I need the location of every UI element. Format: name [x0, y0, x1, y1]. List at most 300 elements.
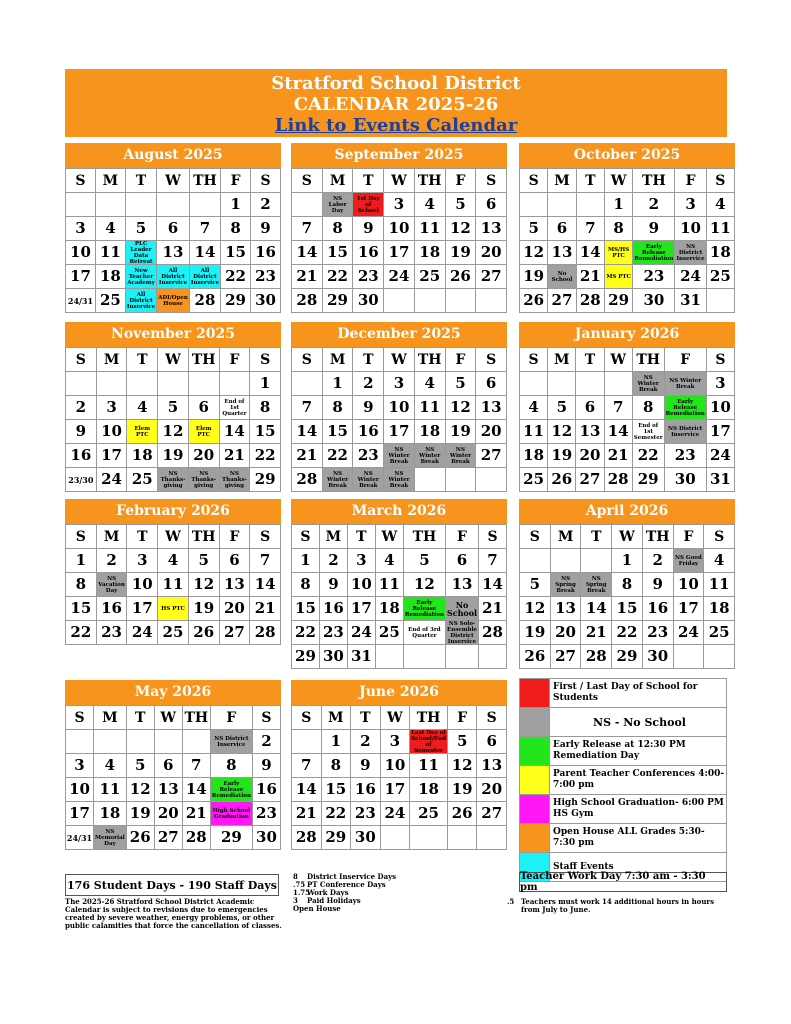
day-cell[interactable]: 30 [251, 289, 281, 313]
day-cell[interactable]: 17 [66, 802, 94, 826]
day-cell[interactable]: 6 [476, 193, 507, 217]
day-cell[interactable]: 15 [250, 420, 281, 444]
day-cell[interactable]: 21 [479, 597, 507, 621]
day-cell[interactable]: 13 [476, 396, 507, 420]
day-cell[interactable]: 22 [221, 265, 251, 289]
event-day-cell[interactable]: New Teacher Academy [126, 265, 157, 289]
day-cell[interactable]: 14 [605, 420, 633, 444]
day-cell[interactable]: 21 [250, 597, 281, 621]
day-cell[interactable]: 24 [707, 444, 735, 468]
day-cell[interactable]: 9 [353, 396, 384, 420]
day-cell[interactable]: 3 [381, 730, 411, 754]
day-cell[interactable]: 22 [66, 621, 97, 645]
day-cell[interactable]: 30 [351, 826, 381, 850]
day-cell[interactable]: End of 1st Quarter [220, 396, 251, 420]
day-cell[interactable]: 4 [415, 193, 446, 217]
day-cell[interactable]: 14 [250, 573, 281, 597]
day-cell[interactable]: 18 [96, 265, 126, 289]
day-cell[interactable]: 12 [446, 396, 477, 420]
day-cell[interactable]: 29 [633, 468, 665, 492]
day-cell[interactable]: 18 [520, 444, 548, 468]
day-cell[interactable]: 3 [127, 549, 158, 573]
event-day-cell[interactable]: NS Winter Break [384, 444, 415, 468]
day-cell[interactable]: 31 [675, 289, 706, 313]
day-cell[interactable]: 17 [348, 597, 376, 621]
day-cell[interactable]: 17 [384, 420, 415, 444]
day-cell[interactable]: 18 [127, 444, 158, 468]
day-cell[interactable]: 3 [384, 372, 415, 396]
day-cell[interactable]: 7 [577, 217, 605, 241]
day-cell[interactable]: 23 [665, 444, 707, 468]
day-cell[interactable]: 3 [675, 193, 706, 217]
event-day-cell[interactable]: NS Winter Break [323, 468, 354, 492]
day-cell[interactable]: 1 [250, 372, 281, 396]
day-cell[interactable]: 23 [351, 802, 381, 826]
day-cell[interactable]: 1 [292, 549, 320, 573]
day-cell[interactable]: 11 [410, 754, 448, 778]
day-cell[interactable]: 12 [448, 754, 478, 778]
event-day-cell[interactable]: Early Release Remediation [404, 597, 446, 621]
day-cell[interactable]: 8 [612, 573, 643, 597]
day-cell[interactable]: 7 [292, 217, 323, 241]
day-cell[interactable]: 22 [292, 621, 320, 645]
event-day-cell[interactable]: NS Thanks-giving [220, 468, 251, 492]
day-cell[interactable]: 6 [446, 549, 479, 573]
day-cell[interactable]: 3 [348, 549, 376, 573]
day-cell[interactable]: 19 [446, 241, 477, 265]
day-cell[interactable]: 17 [127, 597, 158, 621]
day-cell[interactable]: 10 [707, 396, 735, 420]
day-cell[interactable]: 4 [704, 549, 735, 573]
day-cell[interactable]: 12 [158, 420, 189, 444]
event-day-cell[interactable]: NS Winter Break [353, 468, 384, 492]
day-cell[interactable]: 15 [612, 597, 643, 621]
day-cell[interactable]: 3 [384, 193, 415, 217]
event-day-cell[interactable]: NS Spring Break [551, 573, 582, 597]
day-cell[interactable]: 15 [221, 241, 251, 265]
day-cell[interactable]: 23/30 [66, 468, 97, 492]
day-cell[interactable]: 7 [292, 396, 323, 420]
day-cell[interactable]: 2 [251, 193, 281, 217]
day-cell[interactable]: 12 [404, 573, 446, 597]
day-cell[interactable]: 28 [479, 621, 507, 645]
day-cell[interactable]: 4 [707, 193, 735, 217]
day-cell[interactable]: 28 [190, 289, 221, 313]
day-cell[interactable]: 28 [605, 468, 633, 492]
day-cell[interactable]: End of 1st Semester [633, 420, 665, 444]
day-cell[interactable]: 15 [322, 778, 352, 802]
day-cell[interactable]: 11 [415, 217, 446, 241]
day-cell[interactable]: 27 [477, 802, 507, 826]
day-cell[interactable]: 27 [576, 468, 604, 492]
day-cell[interactable]: 10 [66, 778, 94, 802]
day-cell[interactable]: 26 [520, 289, 548, 313]
day-cell[interactable]: 16 [253, 778, 281, 802]
event-day-cell[interactable]: All District Inservice [190, 265, 221, 289]
day-cell[interactable]: End of 3rd Quarter [404, 621, 446, 645]
day-cell[interactable]: 16 [66, 444, 97, 468]
day-cell[interactable]: 30 [665, 468, 707, 492]
day-cell[interactable]: 22 [250, 444, 281, 468]
day-cell[interactable]: 4 [158, 549, 189, 573]
day-cell[interactable]: 20 [220, 597, 251, 621]
day-cell[interactable]: 11 [704, 573, 735, 597]
event-day-cell[interactable]: NS Winter Break [633, 372, 665, 396]
day-cell[interactable]: 2 [353, 372, 384, 396]
day-cell[interactable]: 25 [127, 468, 158, 492]
day-cell[interactable]: 28 [577, 289, 605, 313]
day-cell[interactable]: 25 [520, 468, 548, 492]
day-cell[interactable]: 1 [322, 730, 352, 754]
day-cell[interactable]: 31 [707, 468, 735, 492]
day-cell[interactable]: 23 [320, 621, 348, 645]
day-cell[interactable]: 13 [551, 597, 582, 621]
day-cell[interactable]: 6 [477, 730, 507, 754]
day-cell[interactable]: 14 [292, 778, 322, 802]
event-day-cell[interactable]: Elem PTC [189, 420, 220, 444]
day-cell[interactable]: 3 [97, 396, 128, 420]
day-cell[interactable]: 24 [127, 621, 158, 645]
day-cell[interactable]: 21 [183, 802, 211, 826]
day-cell[interactable]: 7 [190, 217, 221, 241]
day-cell[interactable]: 30 [633, 289, 675, 313]
day-cell[interactable]: 2 [97, 549, 128, 573]
day-cell[interactable]: 25 [96, 289, 126, 313]
day-cell[interactable]: 2 [643, 549, 674, 573]
event-day-cell[interactable]: NS Winter Break [384, 468, 415, 492]
day-cell[interactable]: 8 [292, 573, 320, 597]
day-cell[interactable]: 27 [220, 621, 251, 645]
day-cell[interactable]: 11 [520, 420, 548, 444]
day-cell[interactable]: 22 [323, 265, 354, 289]
day-cell[interactable]: 10 [384, 396, 415, 420]
day-cell[interactable]: 14 [190, 241, 221, 265]
day-cell[interactable]: 6 [189, 396, 220, 420]
day-cell[interactable]: 28 [581, 645, 612, 669]
day-cell[interactable]: 7 [605, 396, 633, 420]
day-cell[interactable]: 4 [96, 217, 126, 241]
event-day-cell[interactable]: NS Winter Break [415, 444, 446, 468]
day-cell[interactable]: 10 [674, 573, 705, 597]
day-cell[interactable]: 11 [376, 573, 404, 597]
day-cell[interactable]: 16 [320, 597, 348, 621]
event-day-cell[interactable]: NS Good Friday [674, 549, 705, 573]
event-day-cell[interactable]: ADI/Open House [157, 289, 190, 313]
day-cell[interactable]: 9 [251, 217, 281, 241]
day-cell[interactable]: 5 [446, 372, 477, 396]
day-cell[interactable]: 29 [211, 826, 253, 850]
event-day-cell[interactable]: NS District Inservice [675, 241, 706, 265]
day-cell[interactable]: 27 [476, 265, 507, 289]
day-cell[interactable]: 16 [353, 420, 384, 444]
day-cell[interactable]: 2 [66, 396, 97, 420]
event-day-cell[interactable]: NS Memorial Day [94, 826, 127, 850]
day-cell[interactable]: 21 [581, 621, 612, 645]
day-cell[interactable]: 9 [320, 573, 348, 597]
day-cell[interactable]: 7 [183, 754, 211, 778]
day-cell[interactable]: 10 [127, 573, 158, 597]
day-cell[interactable]: 18 [410, 778, 448, 802]
event-day-cell[interactable]: NS District Inservice [665, 420, 707, 444]
day-cell[interactable]: 4 [520, 396, 548, 420]
day-cell[interactable]: 30 [353, 289, 384, 313]
event-day-cell[interactable]: NS Vacation Day [97, 573, 128, 597]
day-cell[interactable]: 11 [96, 241, 126, 265]
day-cell[interactable]: 31 [348, 645, 376, 669]
day-cell[interactable]: 19 [158, 444, 189, 468]
day-cell[interactable]: 8 [323, 396, 354, 420]
day-cell[interactable]: 3 [707, 372, 735, 396]
day-cell[interactable]: 14 [292, 241, 323, 265]
day-cell[interactable]: 28 [292, 468, 323, 492]
day-cell[interactable]: 2 [320, 549, 348, 573]
day-cell[interactable]: 25 [410, 802, 448, 826]
event-day-cell[interactable]: No School [548, 265, 576, 289]
day-cell[interactable]: 14 [183, 778, 211, 802]
day-cell[interactable]: 1 [612, 549, 643, 573]
day-cell[interactable]: 8 [322, 754, 352, 778]
day-cell[interactable]: 24/31 [66, 289, 96, 313]
day-cell[interactable]: 15 [323, 241, 354, 265]
day-cell[interactable]: 23 [251, 265, 281, 289]
day-cell[interactable]: 19 [446, 420, 477, 444]
day-cell[interactable]: 24 [675, 265, 706, 289]
day-cell[interactable]: 8 [211, 754, 253, 778]
day-cell[interactable]: 9 [353, 217, 384, 241]
event-day-cell[interactable]: 1st Day of School [353, 193, 384, 217]
day-cell[interactable]: 26 [520, 645, 551, 669]
day-cell[interactable]: 5 [158, 396, 189, 420]
event-day-cell[interactable]: PLC Leader Data Retreat [126, 241, 157, 265]
day-cell[interactable]: 6 [220, 549, 251, 573]
event-day-cell[interactable]: NS Winter Break [446, 444, 477, 468]
day-cell[interactable]: 7 [479, 549, 507, 573]
event-day-cell[interactable]: No School [446, 597, 479, 621]
day-cell[interactable]: 24 [348, 621, 376, 645]
day-cell[interactable]: 14 [292, 420, 323, 444]
day-cell[interactable]: 25 [376, 621, 404, 645]
day-cell[interactable]: 6 [157, 217, 190, 241]
day-cell[interactable]: 20 [576, 444, 604, 468]
day-cell[interactable]: 12 [520, 241, 548, 265]
day-cell[interactable]: 13 [477, 754, 507, 778]
day-cell[interactable]: 9 [66, 420, 97, 444]
day-cell[interactable]: 10 [348, 573, 376, 597]
day-cell[interactable]: 21 [292, 265, 323, 289]
event-day-cell[interactable]: Early Release Remediation [665, 396, 707, 420]
day-cell[interactable]: 23 [353, 265, 384, 289]
day-cell[interactable]: 22 [612, 621, 643, 645]
event-day-cell[interactable]: Elem PTC [127, 420, 158, 444]
day-cell[interactable]: 7 [250, 549, 281, 573]
day-cell[interactable]: 4 [127, 396, 158, 420]
day-cell[interactable]: 30 [643, 645, 674, 669]
day-cell[interactable]: 13 [220, 573, 251, 597]
event-day-cell[interactable]: All District Inservice [126, 289, 157, 313]
day-cell[interactable]: 18 [376, 597, 404, 621]
day-cell[interactable]: 25 [707, 265, 735, 289]
event-day-cell[interactable]: NS Thanks-giving [189, 468, 220, 492]
day-cell[interactable]: 8 [66, 573, 97, 597]
event-day-cell[interactable]: NS Winter Break [665, 372, 707, 396]
day-cell[interactable]: 1 [66, 549, 97, 573]
day-cell[interactable]: 9 [643, 573, 674, 597]
event-day-cell[interactable]: Early Release Remediation [211, 778, 253, 802]
day-cell[interactable]: 11 [415, 396, 446, 420]
day-cell[interactable]: 26 [189, 621, 220, 645]
day-cell[interactable]: 25 [704, 621, 735, 645]
day-cell[interactable]: 19 [520, 621, 551, 645]
day-cell[interactable]: 27 [476, 444, 507, 468]
day-cell[interactable]: 24 [381, 802, 411, 826]
day-cell[interactable]: 20 [189, 444, 220, 468]
day-cell[interactable]: 11 [94, 778, 127, 802]
day-cell[interactable]: 26 [448, 802, 478, 826]
event-day-cell[interactable]: HS PTC [158, 597, 189, 621]
event-day-cell[interactable]: All District Inservice [157, 265, 190, 289]
day-cell[interactable]: 6 [476, 372, 507, 396]
day-cell[interactable]: 29 [605, 289, 633, 313]
day-cell[interactable]: 28 [250, 621, 281, 645]
day-cell[interactable]: 2 [253, 730, 281, 754]
day-cell[interactable]: 1 [605, 193, 633, 217]
event-day-cell[interactable]: NS District Inservice [211, 730, 253, 754]
day-cell[interactable]: 15 [323, 420, 354, 444]
day-cell[interactable]: 20 [551, 621, 582, 645]
day-cell[interactable]: 7 [292, 754, 322, 778]
day-cell[interactable]: 5 [189, 549, 220, 573]
day-cell[interactable]: 16 [251, 241, 281, 265]
day-cell[interactable]: 25 [158, 621, 189, 645]
day-cell[interactable]: 15 [66, 597, 97, 621]
day-cell[interactable]: 3 [66, 754, 94, 778]
day-cell[interactable]: 24/31 [66, 826, 94, 850]
day-cell[interactable]: 13 [576, 420, 604, 444]
day-cell[interactable]: 12 [548, 420, 576, 444]
day-cell[interactable]: 5 [548, 396, 576, 420]
day-cell[interactable]: 13 [155, 778, 183, 802]
day-cell[interactable]: 19 [548, 444, 576, 468]
day-cell[interactable]: 5 [127, 754, 155, 778]
day-cell[interactable]: 26 [127, 826, 155, 850]
day-cell[interactable]: 21 [292, 444, 323, 468]
day-cell[interactable]: 23 [253, 802, 281, 826]
day-cell[interactable]: 5 [126, 217, 157, 241]
events-calendar-link[interactable]: Link to Events Calendar [274, 115, 518, 136]
day-cell[interactable]: 5 [520, 573, 551, 597]
day-cell[interactable]: 10 [675, 217, 706, 241]
day-cell[interactable]: 19 [448, 778, 478, 802]
day-cell[interactable]: 19 [189, 597, 220, 621]
day-cell[interactable]: 20 [477, 778, 507, 802]
day-cell[interactable]: 11 [158, 573, 189, 597]
day-cell[interactable]: 4 [415, 372, 446, 396]
day-cell[interactable]: 11 [707, 217, 735, 241]
day-cell[interactable]: 29 [322, 826, 352, 850]
day-cell[interactable]: 22 [322, 802, 352, 826]
day-cell[interactable]: 9 [351, 754, 381, 778]
day-cell[interactable]: 29 [612, 645, 643, 669]
day-cell[interactable]: 4 [376, 549, 404, 573]
day-cell[interactable]: 30 [320, 645, 348, 669]
day-cell[interactable]: 18 [94, 802, 127, 826]
day-cell[interactable]: 19 [520, 265, 548, 289]
day-cell[interactable]: 9 [633, 217, 675, 241]
day-cell[interactable]: 28 [292, 289, 323, 313]
day-cell[interactable]: 14 [577, 241, 605, 265]
day-cell[interactable]: 21 [577, 265, 605, 289]
day-cell[interactable]: 10 [384, 217, 415, 241]
day-cell[interactable]: 8 [605, 217, 633, 241]
day-cell[interactable]: 10 [66, 241, 96, 265]
day-cell[interactable]: 27 [548, 289, 576, 313]
day-cell[interactable]: 19 [127, 802, 155, 826]
day-cell[interactable]: 24 [384, 265, 415, 289]
day-cell[interactable]: 13 [446, 573, 479, 597]
event-day-cell[interactable]: Early Release Remediation [633, 241, 675, 265]
day-cell[interactable]: 28 [183, 826, 211, 850]
day-cell[interactable]: 14 [581, 597, 612, 621]
event-day-cell[interactable]: MS PTC [605, 265, 633, 289]
day-cell[interactable]: 2 [351, 730, 381, 754]
day-cell[interactable]: 9 [253, 754, 281, 778]
day-cell[interactable]: 18 [707, 241, 735, 265]
day-cell[interactable]: 24 [674, 621, 705, 645]
day-cell[interactable]: 26 [446, 265, 477, 289]
day-cell[interactable]: 20 [155, 802, 183, 826]
day-cell[interactable]: 2 [633, 193, 675, 217]
day-cell[interactable]: 17 [707, 420, 735, 444]
day-cell[interactable]: 12 [127, 778, 155, 802]
day-cell[interactable]: 23 [97, 621, 128, 645]
day-cell[interactable]: 5 [448, 730, 478, 754]
event-day-cell[interactable]: NS Spring Break [581, 573, 612, 597]
day-cell[interactable]: 5 [404, 549, 446, 573]
day-cell[interactable]: 18 [415, 241, 446, 265]
day-cell[interactable]: 30 [253, 826, 281, 850]
day-cell[interactable]: 21 [220, 444, 251, 468]
day-cell[interactable]: 16 [353, 241, 384, 265]
day-cell[interactable]: 12 [189, 573, 220, 597]
day-cell[interactable]: 27 [551, 645, 582, 669]
day-cell[interactable]: 27 [155, 826, 183, 850]
day-cell[interactable]: 6 [548, 217, 576, 241]
day-cell[interactable]: 28 [292, 826, 322, 850]
day-cell[interactable]: 4 [94, 754, 127, 778]
event-day-cell[interactable]: NS Thanks-giving [158, 468, 189, 492]
event-day-cell[interactable]: MS/HS PTC [605, 241, 633, 265]
day-cell[interactable]: 12 [446, 217, 477, 241]
day-cell[interactable]: 5 [520, 217, 548, 241]
day-cell[interactable]: 17 [97, 444, 128, 468]
day-cell[interactable]: 15 [292, 597, 320, 621]
day-cell[interactable]: 5 [446, 193, 477, 217]
event-day-cell[interactable]: High School Graduation [211, 802, 253, 826]
day-cell[interactable]: 6 [576, 396, 604, 420]
day-cell[interactable]: 16 [97, 597, 128, 621]
day-cell[interactable]: 18 [704, 597, 735, 621]
day-cell[interactable]: 8 [221, 217, 251, 241]
day-cell[interactable]: 6 [155, 754, 183, 778]
day-cell[interactable]: 16 [643, 597, 674, 621]
day-cell[interactable]: 8 [250, 396, 281, 420]
day-cell[interactable]: 22 [323, 444, 354, 468]
day-cell[interactable]: 12 [520, 597, 551, 621]
day-cell[interactable]: 21 [292, 802, 322, 826]
day-cell[interactable]: 10 [381, 754, 411, 778]
day-cell[interactable]: 13 [157, 241, 190, 265]
day-cell[interactable]: 24 [97, 468, 128, 492]
